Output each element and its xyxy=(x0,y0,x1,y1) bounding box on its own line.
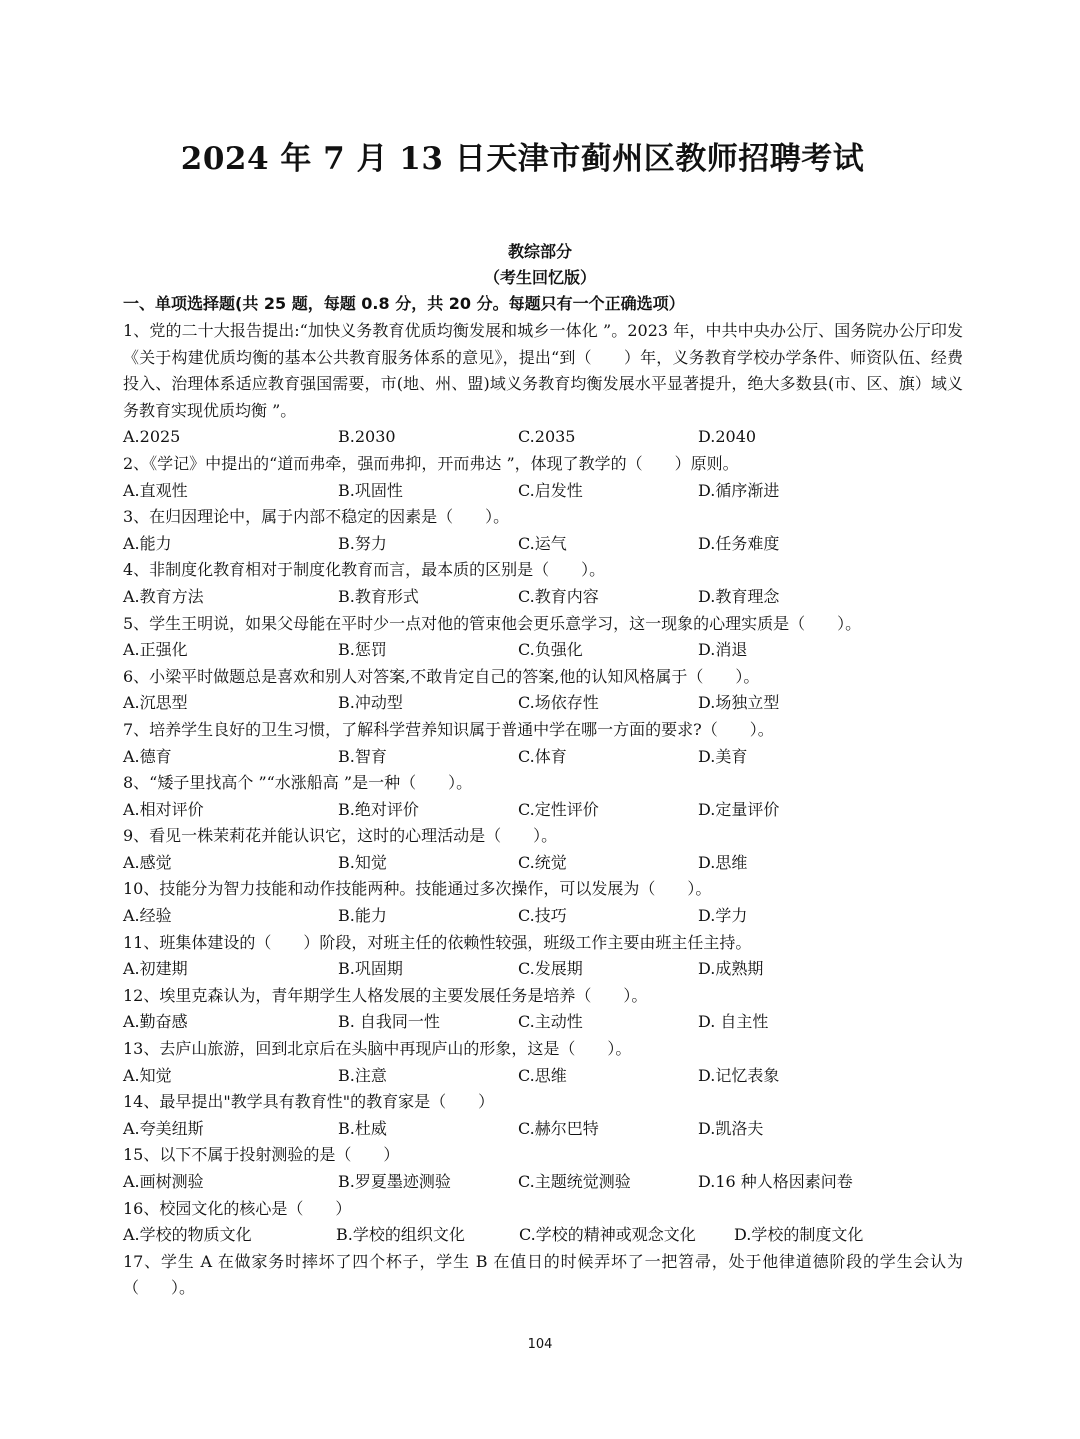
question-stem: 16、校园文化的核心是（ ） xyxy=(123,1198,352,1218)
question-stem: 9、看见一株茉莉花并能认识它，这时的心理活动是（ ）。 xyxy=(123,826,558,846)
option-c: C.赫尔巴特 xyxy=(518,1118,599,1138)
option-d: D.教育理念 xyxy=(698,586,780,606)
option-d: D.记忆表象 xyxy=(698,1065,780,1085)
option-a: A.知觉 xyxy=(123,1065,172,1085)
question-list xyxy=(123,318,963,1302)
option-b: B.2030 xyxy=(338,427,396,447)
question-item xyxy=(123,983,963,1036)
question-item xyxy=(123,876,963,929)
question-stem: 14、最早提出"教学具有教育性"的教育家是（ ） xyxy=(123,1092,495,1112)
option-d: D.16 种人格因素问卷 xyxy=(698,1172,853,1191)
option-a: A.初建期 xyxy=(123,959,188,979)
option-d: D.凯洛夫 xyxy=(698,1118,764,1138)
option-c: C.教育内容 xyxy=(518,586,599,606)
option-b: B.能力 xyxy=(338,906,387,926)
option-row xyxy=(123,744,963,771)
question-item xyxy=(123,557,963,610)
question-stem: 3、在归因理论中，属于内部不稳定的因素是（ ）。 xyxy=(123,507,510,527)
question-stem: 13、去庐山旅游，回到北京后在头脑中再现庐山的形象，这是（ ）。 xyxy=(123,1039,632,1059)
option-c: C.运气 xyxy=(518,533,567,553)
question-stem: 8、“矮子里找高个 ”“水涨船高 ”是一种（ ）。 xyxy=(123,773,473,793)
page-title: 2024 年 7 月 13 日天津市蓟州区教师招聘考试 xyxy=(180,141,865,177)
option-d: D.学力 xyxy=(698,906,748,926)
option-b: B.杜威 xyxy=(338,1118,387,1138)
option-row xyxy=(123,531,963,558)
option-a: A.德育 xyxy=(123,746,172,766)
question-stem: 7、培养学生良好的卫生习惯，了解科学营养知识属于普通中学在哪一方面的要求?（ ）。 xyxy=(123,719,774,739)
option-b: B.罗夏墨迹测验 xyxy=(338,1172,451,1191)
option-a: A.勤奋感 xyxy=(123,1012,188,1032)
option-c: C.主动性 xyxy=(518,1012,583,1032)
option-a: A.学校的物质文化 xyxy=(123,1225,252,1245)
question-item xyxy=(123,823,963,876)
option-d: D.循序渐进 xyxy=(698,480,780,500)
option-d: D.学校的制度文化 xyxy=(734,1225,864,1245)
option-d: D.任务难度 xyxy=(698,533,780,553)
question-item xyxy=(123,717,963,770)
question-item xyxy=(123,664,963,717)
question-stem: 17、学生 A 在做家务时摔坏了四个杯子，学生 B 在值日的时候弄坏了一把笤帚，处于他律道德阶段的学生会认为（ ）。 xyxy=(123,1251,963,1298)
option-a: A.2025 xyxy=(123,427,181,447)
option-a: A.经验 xyxy=(123,906,172,926)
option-c: C.学校的精神或观念文化 xyxy=(519,1225,696,1245)
option-b: B.巩固期 xyxy=(338,959,403,979)
question-stem: 6、小梁平时做题总是喜欢和别人对答案,不敢肯定自己的答案,他的认知风格属于（ ）。 xyxy=(123,666,760,686)
question-stem: 4、非制度化教育相对于制度化教育而言，最本质的区别是（ ）。 xyxy=(123,560,606,580)
option-row xyxy=(123,690,963,717)
question-item xyxy=(123,1196,963,1249)
option-c: C.负强化 xyxy=(518,640,583,660)
option-c: C.主题统觉测验 xyxy=(518,1172,631,1191)
question-stem: 2、《学记》中提出的“道而弗牵，强而弗抑，开而弗达 ”，体现了教学的（ ）原则。 xyxy=(123,453,739,473)
option-c: C.思维 xyxy=(518,1065,567,1085)
option-a: A.教育方法 xyxy=(123,586,204,606)
option-row xyxy=(123,424,963,451)
option-b: B.绝对评价 xyxy=(338,799,419,819)
option-d: D.思维 xyxy=(698,852,748,872)
option-row xyxy=(123,584,963,611)
question-item xyxy=(123,611,963,664)
option-a: A.能力 xyxy=(123,533,172,553)
question-item xyxy=(123,1089,963,1142)
question-item xyxy=(123,770,963,823)
option-row xyxy=(123,1116,963,1143)
question-stem: 5、学生王明说，如果父母能在平时少一点对他的管束他会更乐意学习，这一现象的心理实质是（ ）。 xyxy=(123,613,862,633)
page-number: 104 xyxy=(527,1337,553,1352)
question-item xyxy=(123,318,963,451)
option-b: B.冲动型 xyxy=(338,693,403,713)
question-stem: 15、以下不属于投射测验的是（ ） xyxy=(123,1145,400,1165)
part-title: 教综部分 xyxy=(507,242,572,261)
option-d: D.场独立型 xyxy=(698,693,780,713)
question-item xyxy=(123,504,963,557)
option-c: C.体育 xyxy=(518,746,567,766)
option-row xyxy=(123,1009,963,1036)
option-c: C.启发性 xyxy=(518,480,583,500)
option-d: D. 自主性 xyxy=(698,1012,769,1032)
option-d: D.消退 xyxy=(698,640,748,660)
option-b: B.智育 xyxy=(338,746,387,766)
option-c: C.发展期 xyxy=(518,959,583,979)
option-c: C.场依存性 xyxy=(518,693,599,713)
part-subtitle: （考生回忆版） xyxy=(483,268,596,287)
question-item xyxy=(123,1142,963,1195)
question-item xyxy=(123,1249,963,1302)
option-b: B.学校的组织文化 xyxy=(336,1225,465,1245)
option-b: B.注意 xyxy=(338,1065,387,1085)
option-a: A.感觉 xyxy=(123,852,172,872)
question-type-heading: 一、单项选择题(共 25 题，每题 0.8 分，共 20 分。每题只有一个正确选项） xyxy=(123,294,685,313)
option-d: D.成熟期 xyxy=(698,959,764,979)
option-row xyxy=(123,478,963,505)
option-c: C.技巧 xyxy=(518,906,567,926)
option-b: B.努力 xyxy=(338,533,387,553)
option-b: B.教育形式 xyxy=(338,586,419,606)
option-row xyxy=(123,1169,963,1196)
option-c: C.统觉 xyxy=(518,852,567,872)
option-row xyxy=(123,903,963,930)
question-item xyxy=(123,451,963,504)
option-row xyxy=(123,637,963,664)
option-b: B.巩固性 xyxy=(338,480,403,500)
question-item xyxy=(123,1036,963,1089)
question-stem: 11、班集体建设的（ ）阶段，对班主任的依赖性较强，班级工作主要由班主任主持。 xyxy=(123,932,752,952)
question-stem: 10、技能分为智力技能和动作技能两种。技能通过多次操作，可以发展为（ ）。 xyxy=(123,879,712,899)
option-row xyxy=(123,1222,963,1249)
option-row xyxy=(123,797,963,824)
option-b: B.知觉 xyxy=(338,852,387,872)
option-row xyxy=(123,850,963,877)
option-c: C.2035 xyxy=(518,427,576,447)
option-b: B.惩罚 xyxy=(338,640,387,660)
option-row xyxy=(123,956,963,983)
option-a: A.直观性 xyxy=(123,480,188,500)
option-d: D.美育 xyxy=(698,746,748,766)
option-a: A.夸美纽斯 xyxy=(123,1118,204,1138)
option-d: D.2040 xyxy=(698,427,757,447)
option-a: A.沉思型 xyxy=(123,693,188,713)
option-d: D.定量评价 xyxy=(698,799,780,819)
question-stem: 1、党的二十大报告提出:“加快义务教育优质均衡发展和城乡一体化 ”。2023 年，中共中央办公厅、国务院办公厅印发《关于构建优质均衡的基本公共教育服务体系的意见》，提出“到（ ）年，义务教育学校办学条件、师资队伍、经费投入、治理体系适应教育强国需要，市(地、州、盟)域义务教育均衡发展水平显著提升，绝大多数县(市、区、旗）域义务教育实现优质均衡 ”。 xyxy=(123,321,963,420)
option-b: B. 自我同一性 xyxy=(338,1012,440,1032)
option-c: C.定性评价 xyxy=(518,799,599,819)
question-stem: 12、埃里克森认为，青年期学生人格发展的主要发展任务是培养（ ）。 xyxy=(123,985,648,1005)
option-a: A.画树测验 xyxy=(123,1172,204,1191)
option-a: A.正强化 xyxy=(123,640,188,660)
option-a: A.相对评价 xyxy=(123,799,204,819)
option-row xyxy=(123,1063,963,1090)
question-item xyxy=(123,930,963,983)
